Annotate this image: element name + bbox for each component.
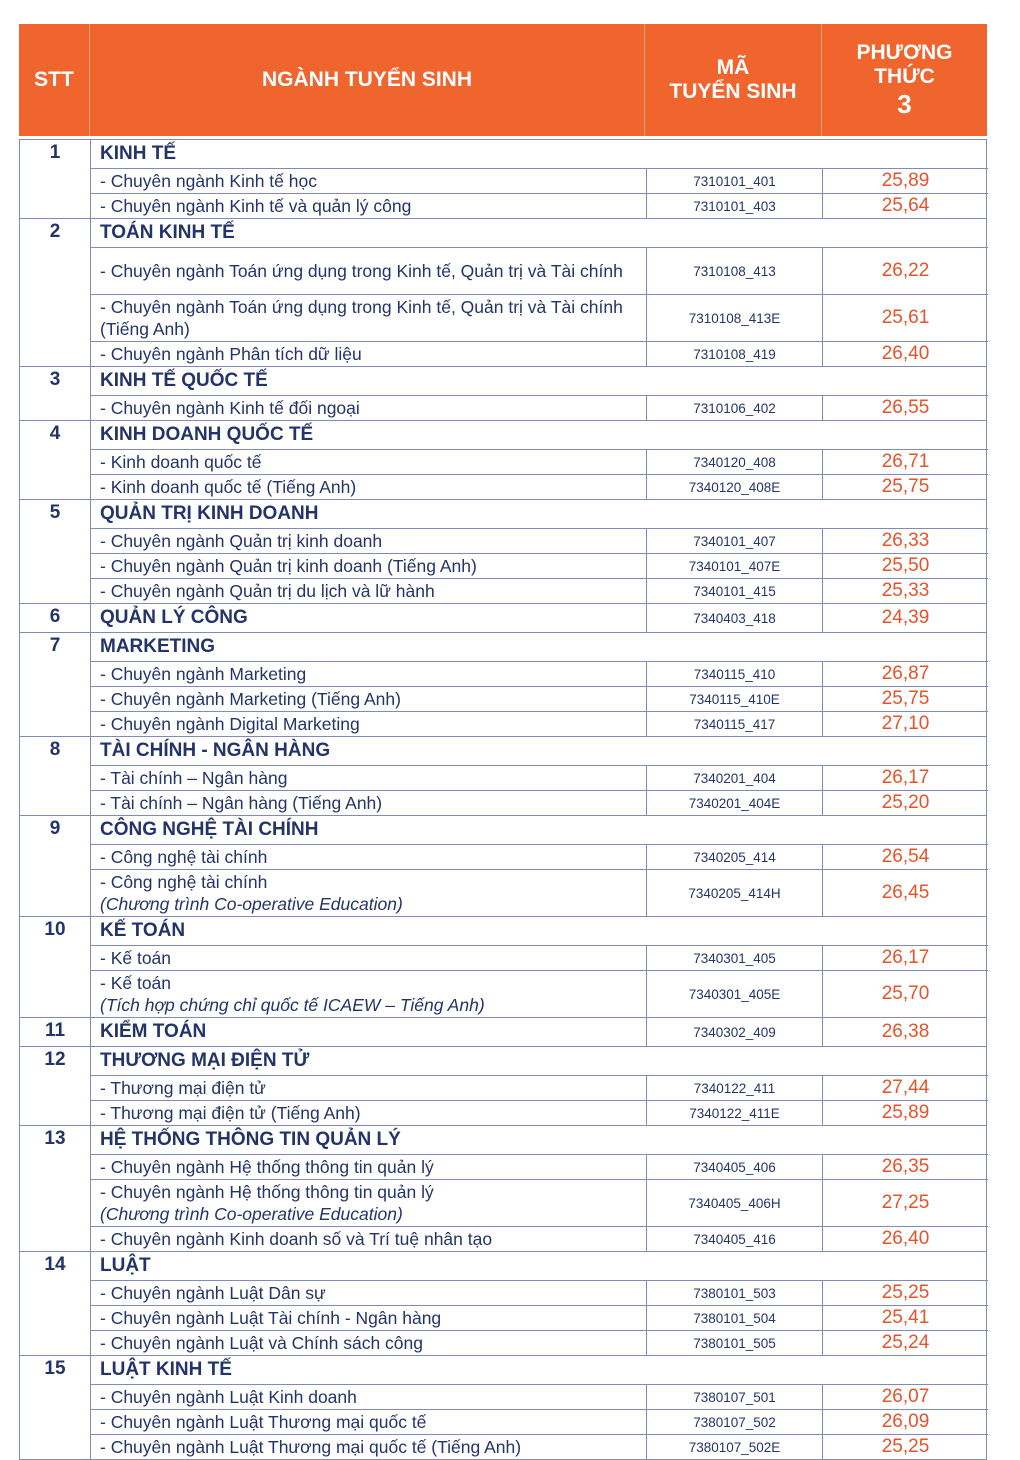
- group-score: [823, 1356, 988, 1384]
- major-cell: [91, 296, 646, 340]
- major-cell: [91, 476, 646, 498]
- header-ma-line2: TUYỂN SINH: [669, 80, 797, 103]
- major-name: - Kinh doanh quốc tế (Tiếng Anh): [100, 477, 357, 497]
- major-cell: [91, 260, 646, 282]
- major-name: - Công nghệ tài chính: [100, 872, 268, 892]
- group-score: [823, 367, 988, 395]
- major-score: 26,40: [881, 343, 930, 364]
- major-cell: [91, 195, 646, 217]
- group-code: [646, 1252, 823, 1280]
- major-code: 7380101_505: [646, 1331, 823, 1355]
- table-group: [19, 737, 987, 816]
- header-phuong-thuc: [822, 24, 987, 136]
- major-score: 25,89: [881, 1102, 930, 1123]
- group-code: [646, 816, 823, 844]
- major-name: - Chuyên ngành Hệ thống thông tin quản lý: [100, 1157, 434, 1177]
- table-group: [19, 1047, 987, 1126]
- group-title-row: [91, 140, 988, 168]
- table-row: [91, 1330, 988, 1355]
- group-title: KINH TẾ: [100, 143, 176, 164]
- group-stt: 15: [20, 1356, 91, 1459]
- major-code: 7340201_404: [646, 766, 823, 790]
- major-code: 7340122_411: [646, 1076, 823, 1100]
- group-code: [646, 140, 823, 168]
- major-cell: [91, 1282, 646, 1304]
- table-body: [19, 139, 987, 1460]
- major-score: 26,07: [881, 1386, 930, 1407]
- group-code: [646, 500, 823, 528]
- major-cell: [91, 1307, 646, 1329]
- major-score: 25,41: [881, 1307, 930, 1328]
- admission-score-table: [19, 24, 987, 1460]
- major-score: 25,64: [881, 195, 930, 216]
- table-row: [91, 449, 988, 474]
- major-name: - Chuyên ngành Quản trị du lịch và lữ hành: [100, 581, 435, 601]
- major-name: - Chuyên ngành Marketing: [100, 664, 307, 684]
- group-title: QUẢN LÝ CÔNG: [100, 607, 248, 628]
- group-stt: 14: [20, 1252, 91, 1355]
- group-code: [646, 1047, 823, 1075]
- table-row: [91, 970, 988, 1017]
- major-note: (Tích hợp chứng chỉ quốc tế ICAEW – Tiếng Anh): [100, 995, 485, 1015]
- table-row: [91, 341, 988, 366]
- table-row: [91, 1384, 988, 1409]
- major-name: - Kinh doanh quốc tế: [100, 452, 262, 472]
- table-header: [19, 24, 987, 136]
- group-score: [823, 421, 988, 449]
- table-group: [19, 816, 987, 917]
- group-code: [646, 737, 823, 765]
- major-score: 25,25: [881, 1436, 930, 1457]
- major-code: 7380101_504: [646, 1306, 823, 1330]
- major-name: - Thương mại điện tử (Tiếng Anh): [100, 1103, 361, 1123]
- group-stt: 10: [20, 917, 91, 1017]
- group-title: TOÁN KINH TẾ: [100, 222, 235, 243]
- group-title: KINH TẾ QUỐC TẾ: [100, 370, 268, 391]
- group-title-row: [91, 816, 988, 844]
- group-stt: 8: [20, 737, 91, 815]
- table-row: [91, 1154, 988, 1179]
- table-row: [91, 765, 988, 790]
- group-score: 24,39: [881, 607, 930, 628]
- major-code: 7340405_406H: [646, 1180, 823, 1226]
- major-code: 7310108_413E: [646, 295, 823, 341]
- major-code: 7310106_402: [646, 396, 823, 420]
- major-code: 7310108_419: [646, 342, 823, 366]
- major-code: 7340205_414H: [646, 870, 823, 916]
- table-group: [19, 367, 987, 421]
- group-score: [823, 500, 988, 528]
- table-group: [19, 633, 987, 737]
- major-code: 7380101_503: [646, 1281, 823, 1305]
- group-title: QUẢN TRỊ KINH DOANH: [100, 503, 319, 524]
- group-code: 7340302_409: [646, 1018, 823, 1046]
- header-pt-line1: PHƯƠNG: [856, 41, 953, 64]
- major-code: 7340101_407: [646, 529, 823, 553]
- major-code: 7340115_417: [646, 712, 823, 736]
- group-title-row: [91, 219, 988, 247]
- table-row: [91, 869, 988, 916]
- major-name: - Chuyên ngành Kinh tế học: [100, 171, 317, 191]
- major-cell: [91, 1077, 646, 1099]
- major-cell: [91, 343, 646, 365]
- group-title: CÔNG NGHỆ TÀI CHÍNH: [100, 819, 319, 840]
- table-group: [19, 139, 987, 219]
- group-stt: 2: [20, 219, 91, 366]
- table-row: [91, 1226, 988, 1251]
- major-cell: [91, 767, 646, 789]
- major-score: 26,22: [881, 260, 930, 281]
- major-name: - Chuyên ngành Toán ứng dụng trong Kinh tế, Quản trị và Tài chính: [100, 261, 623, 281]
- table-row: [91, 578, 988, 603]
- major-name: - Chuyên ngành Hệ thống thông tin quản lý: [100, 1182, 434, 1202]
- major-score: 25,61: [881, 307, 930, 328]
- table-row: [91, 193, 988, 218]
- group-score: [823, 816, 988, 844]
- group-title-row: [91, 421, 988, 449]
- group-stt: 3: [20, 367, 91, 420]
- table-group: [19, 604, 987, 633]
- group-code: 7340403_418: [646, 604, 823, 632]
- major-code: 7340120_408: [646, 450, 823, 474]
- major-cell: [91, 1181, 646, 1225]
- major-cell: [91, 1436, 646, 1458]
- group-title-row: [91, 633, 988, 661]
- major-note: (Chương trình Co-operative Education): [100, 894, 403, 914]
- table-row: [91, 844, 988, 869]
- group-title: THƯƠNG MẠI ĐIỆN TỬ: [100, 1050, 310, 1071]
- major-cell: [91, 555, 646, 577]
- major-code: 7340405_406: [646, 1155, 823, 1179]
- major-code: 7310101_401: [646, 169, 823, 193]
- major-score: 25,33: [881, 580, 930, 601]
- group-stt: 12: [20, 1047, 91, 1125]
- major-name: - Chuyên ngành Luật Thương mại quốc tế: [100, 1412, 427, 1432]
- major-code: 7340120_408E: [646, 475, 823, 499]
- major-code: 7380107_502E: [646, 1435, 823, 1459]
- major-name: - Thương mại điện tử: [100, 1078, 266, 1098]
- major-score: 27,44: [881, 1077, 930, 1098]
- major-cell: [91, 451, 646, 473]
- major-code: 7340205_414: [646, 845, 823, 869]
- group-title: TÀI CHÍNH - NGÂN HÀNG: [100, 740, 331, 761]
- major-name: - Chuyên ngành Quản trị kinh doanh (Tiếng Anh): [100, 556, 477, 576]
- table-group: [19, 421, 987, 500]
- group-stt: 11: [20, 1018, 91, 1046]
- group-code: [646, 633, 823, 661]
- table-row: [91, 395, 988, 420]
- table-row: [91, 168, 988, 193]
- table-group: [19, 500, 987, 604]
- major-score: 25,75: [881, 688, 930, 709]
- table-row: [91, 711, 988, 736]
- major-score: 25,89: [881, 170, 930, 191]
- major-cell: [91, 1228, 646, 1250]
- table-row: [91, 474, 988, 499]
- major-cell: [91, 1156, 646, 1178]
- major-note: (Chương trình Co-operative Education): [100, 1204, 403, 1224]
- major-score: 25,50: [881, 555, 930, 576]
- group-title: LUẬT: [100, 1255, 151, 1276]
- major-score: 26,87: [881, 663, 930, 684]
- major-code: 7340115_410E: [646, 687, 823, 711]
- group-title-row: [91, 1126, 988, 1154]
- group-score: [823, 917, 988, 945]
- header-pt-line3: 3: [897, 89, 912, 119]
- group-code: [646, 917, 823, 945]
- group-score: 26,38: [881, 1021, 930, 1042]
- major-cell: [91, 530, 646, 552]
- major-name: - Chuyên ngành Kinh doanh số và Trí tuệ nhân tạo: [100, 1229, 493, 1249]
- major-code: 7340405_416: [646, 1227, 823, 1251]
- header-stt: STT: [19, 24, 90, 136]
- group-score: [823, 219, 988, 247]
- major-code: 7380107_502: [646, 1410, 823, 1434]
- group-title: KINH DOANH QUỐC TẾ: [100, 424, 314, 445]
- major-cell: [91, 713, 646, 735]
- major-cell: [91, 1102, 646, 1124]
- major-score: 26,71: [881, 451, 930, 472]
- table-row: [91, 945, 988, 970]
- group-code: [646, 421, 823, 449]
- header-ma-line1: MÃ: [716, 56, 750, 79]
- table-row: [91, 528, 988, 553]
- major-code: 7340115_410: [646, 662, 823, 686]
- major-score: 27,10: [881, 713, 930, 734]
- table-group: [19, 1252, 987, 1356]
- major-cell: [91, 663, 646, 685]
- group-title: HỆ THỐNG THÔNG TIN QUẢN LÝ: [100, 1129, 401, 1150]
- group-title-row: [91, 737, 988, 765]
- table-row: [91, 661, 988, 686]
- major-code: 7310108_413: [646, 248, 823, 294]
- major-code: 7310101_403: [646, 194, 823, 218]
- group-code: [646, 219, 823, 247]
- major-code: 7340122_411E: [646, 1101, 823, 1125]
- major-score: 25,70: [881, 983, 930, 1004]
- table-group: [19, 1356, 987, 1460]
- major-cell: [91, 688, 646, 710]
- group-score: [823, 1252, 988, 1280]
- table-row: [91, 1305, 988, 1330]
- major-name: - Công nghệ tài chính: [100, 847, 268, 867]
- major-name: - Chuyên ngành Kinh tế và quản lý công: [100, 196, 412, 216]
- major-code: 7340201_404E: [646, 791, 823, 815]
- group-code: [646, 1126, 823, 1154]
- major-code: 7340301_405: [646, 946, 823, 970]
- table-group: [19, 1126, 987, 1252]
- group-stt: 5: [20, 500, 91, 603]
- table-group: [19, 917, 987, 1018]
- group-title: KIỂM TOÁN: [100, 1021, 207, 1042]
- group-stt: 7: [20, 633, 91, 736]
- major-code: 7340101_415: [646, 579, 823, 603]
- major-name: - Tài chính – Ngân hàng: [100, 768, 288, 788]
- group-title-row: [91, 1356, 988, 1384]
- major-score: 25,24: [881, 1332, 930, 1353]
- major-cell: [91, 1411, 646, 1433]
- major-name: - Chuyên ngành Luật Dân sự: [100, 1283, 326, 1303]
- header-nganh: NGÀNH TUYỂN SINH: [90, 24, 645, 136]
- group-code: [646, 367, 823, 395]
- major-score: 26,33: [881, 530, 930, 551]
- major-name: - Kế toán: [100, 973, 172, 993]
- major-name: - Chuyên ngành Luật và Chính sách công: [100, 1333, 423, 1353]
- group-score: [823, 140, 988, 168]
- major-cell: [91, 1332, 646, 1354]
- major-code: 7380107_501: [646, 1385, 823, 1409]
- major-cell: [91, 1386, 646, 1408]
- major-cell: [91, 947, 646, 969]
- major-score: 25,75: [881, 476, 930, 497]
- major-score: 25,25: [881, 1282, 930, 1303]
- table-group: [19, 1018, 987, 1047]
- major-cell: [91, 170, 646, 192]
- group-title: LUẬT KINH TẾ: [100, 1359, 232, 1380]
- major-cell: [91, 972, 646, 1016]
- table-row: [91, 294, 988, 341]
- table-row: [91, 1434, 988, 1459]
- group-title-row: [91, 500, 988, 528]
- group-stt: 9: [20, 816, 91, 916]
- header-pt-line2: THỨC: [874, 65, 935, 88]
- major-name: - Kế toán: [100, 948, 172, 968]
- major-name: - Chuyên ngành Digital Marketing: [100, 714, 360, 734]
- major-cell: [91, 792, 646, 814]
- table-row: [91, 553, 988, 578]
- major-name: - Chuyên ngành Luật Kinh doanh: [100, 1387, 357, 1407]
- table-row: [91, 790, 988, 815]
- group-title-row: [91, 1018, 988, 1046]
- major-cell: [91, 397, 646, 419]
- major-cell: [91, 871, 646, 915]
- group-title: MARKETING: [100, 636, 216, 657]
- group-title-row: [91, 1047, 988, 1075]
- group-code: [646, 1356, 823, 1384]
- group-stt: 6: [20, 604, 91, 632]
- table-row: [91, 686, 988, 711]
- major-name: - Chuyên ngành Luật Tài chính - Ngân hàng: [100, 1308, 442, 1328]
- major-name: - Chuyên ngành Marketing (Tiếng Anh): [100, 689, 401, 709]
- table-group: [19, 219, 987, 367]
- major-name: - Chuyên ngành Toán ứng dụng trong Kinh tế, Quản trị và Tài chính (Tiếng Anh): [100, 297, 623, 339]
- major-cell: [91, 580, 646, 602]
- major-code: 7340301_405E: [646, 971, 823, 1017]
- major-score: 26,17: [881, 767, 930, 788]
- group-title-row: [91, 604, 988, 632]
- major-score: 27,25: [881, 1192, 930, 1213]
- table-row: [91, 1075, 988, 1100]
- major-code: 7340101_407E: [646, 554, 823, 578]
- group-score: [823, 1126, 988, 1154]
- group-stt: 4: [20, 421, 91, 499]
- group-score: [823, 737, 988, 765]
- header-ma: [645, 24, 822, 136]
- major-score: 26,54: [881, 846, 930, 867]
- group-title-row: [91, 1252, 988, 1280]
- group-title: KẾ TOÁN: [100, 920, 186, 941]
- major-score: 26,09: [881, 1411, 930, 1432]
- group-score: [823, 1047, 988, 1075]
- major-score: 26,55: [881, 397, 930, 418]
- major-name: - Chuyên ngành Luật Thương mại quốc tế (Tiếng Anh): [100, 1437, 522, 1457]
- major-score: 25,20: [881, 792, 930, 813]
- table-row: [91, 1179, 988, 1226]
- major-score: 26,17: [881, 947, 930, 968]
- table-row: [91, 1280, 988, 1305]
- group-score: [823, 633, 988, 661]
- group-stt: 1: [20, 140, 91, 218]
- group-title-row: [91, 367, 988, 395]
- table-row: [91, 1100, 988, 1125]
- major-cell: [91, 846, 646, 868]
- table-row: [91, 247, 988, 294]
- major-name: - Chuyên ngành Quản trị kinh doanh: [100, 531, 383, 551]
- major-name: - Tài chính – Ngân hàng (Tiếng Anh): [100, 793, 383, 813]
- major-score: 26,45: [881, 882, 930, 903]
- major-score: 26,35: [881, 1156, 930, 1177]
- group-title-row: [91, 917, 988, 945]
- group-stt: 13: [20, 1126, 91, 1251]
- major-name: - Chuyên ngành Phân tích dữ liệu: [100, 344, 362, 364]
- major-score: 26,40: [881, 1228, 930, 1249]
- major-name: - Chuyên ngành Kinh tế đối ngoại: [100, 398, 360, 418]
